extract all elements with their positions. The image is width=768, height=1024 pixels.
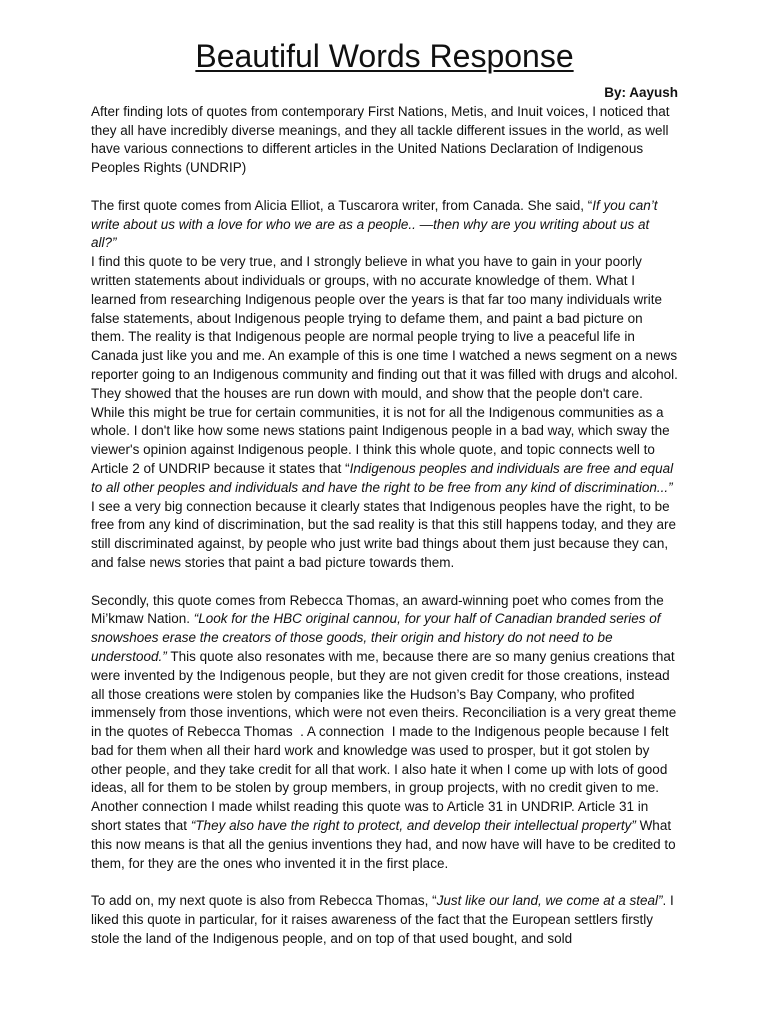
author-byline: By: Aayush [604,85,678,100]
quote3-text: Just like our land, we come at a steal” [436,893,663,909]
intro-text: After finding lots of quotes from contemporary First Nations, Metis, and Inuit voices, I noticed that they all have incredibly diverse meanings, and they all tackle different issues in the world, as well have various connections to different articles in the United Nations Declaration of Indigenous Peoples Rights (UNDRIP) [91,103,670,176]
quote2-body-a: This quote also resonates with me, because there are so many genius creations that were invented by the Indigenous people, but they are not given credit for those creations, instead all those creations were stolen by companies like the Hudson’s Bay Company, who profited immensely from those inventions, which were not even theirs. Reconciliation is a very great theme in the quotes of Rebecca Thomas . A connection I made to the Indigenous people because I felt bad for them when all their hard work and knowledge was used to prosper, but it got stolen by other people, and they take credit for all that work. I also hate it when I come up with lots of good ideas, all for them to be stolen by group members, in group projects, with no credit given to me. Another connection I made whilst reading this quote was to Article 31 in UNDRIP. Article 31 in short states that [91,648,677,834]
quote1-body-a: I find this quote to be very true, and I strongly believe in what you have to gain in your poorly written statements about individuals or groups, with no accurate knowledge of them. What I learned from researching Indigenous people over the years is that far too many individuals write false statements, about Indigenous people trying to defame them, and paint a bad picture on them. The reality is that Indigenous people are normal people trying to live a peaceful life in Canada just like you and me. An example of this is one time I watched a news segment on a news reporter going to an Indigenous community and finding out that it was filled with drugs and alcohol. They showed that the houses are run down with mould, and show that the people don't care. While this might be true for certain communities, it is not for all the Indigenous communities as a whole. I don't like how some news stations paint Indigenous people in a bad way, which sway the viewer's opinion against Indigenous people. I think this whole quote, and topic connects well to Article 2 of UNDRIP because it states that “ [91,254,678,476]
article31-quote: “They also have the right to protect, and develop their intellectual property” [190,818,636,834]
quote2-text: “Look for the HBC original cannou, for your half of Canadian branded series of snowshoes erase the creators of those goods, their origin and history do not need to be understood.” [91,611,661,664]
quote2-paragraph [91,592,678,874]
quote3-intro: To add on, my next quote is also from Rebecca Thomas, “ [91,893,437,909]
quote1-text: If you can’t write about us with a love for who we are as a people.. —then why are you writing about us at all?” [91,197,658,251]
document-page [91,0,678,949]
quote1-response [91,253,678,573]
intro-paragraph [91,103,678,178]
quote1-paragraph [91,197,678,253]
quote1-intro: The first quote comes from Alicia Elliot, a Tuscarora writer, from Canada. She said, “ [91,197,593,213]
quote2-intro: Secondly, this quote comes from Rebecca Thomas, an award-winning poet who comes from the Mi’kmaw Nation. [91,592,664,627]
quote3-paragraph [91,892,678,948]
article2-quote: Indigenous peoples and individuals are free and equal to all other peoples and individuals and have the right to be free from any kind of discrimination...” [91,460,674,495]
quote3-body: . I liked this quote in particular, for it raises awareness of the fact that the European settlers firstly stole the land of the Indigenous people, and on top of that used bought, and sold [91,893,674,946]
quote2-body-b: What this now means is that all the genius inventions they had, and now have will have to be credited to them, for they are the ones who invented it in the first place. [91,818,676,871]
paragraph-gap [91,873,678,892]
paragraph-gap [91,573,678,592]
quote1-body-b: I see a very big connection because it clearly states that Indigenous peoples have the right, to be free from any kind of discrimination, but the sad reality is that this still happens today, and they are still discriminated against, by people who just write bad things about them just because they can, and false news stories that paint a bad picture towards them. [91,498,677,570]
paragraph-gap [91,178,678,197]
page-title: Beautiful Words Response [195,38,574,74]
